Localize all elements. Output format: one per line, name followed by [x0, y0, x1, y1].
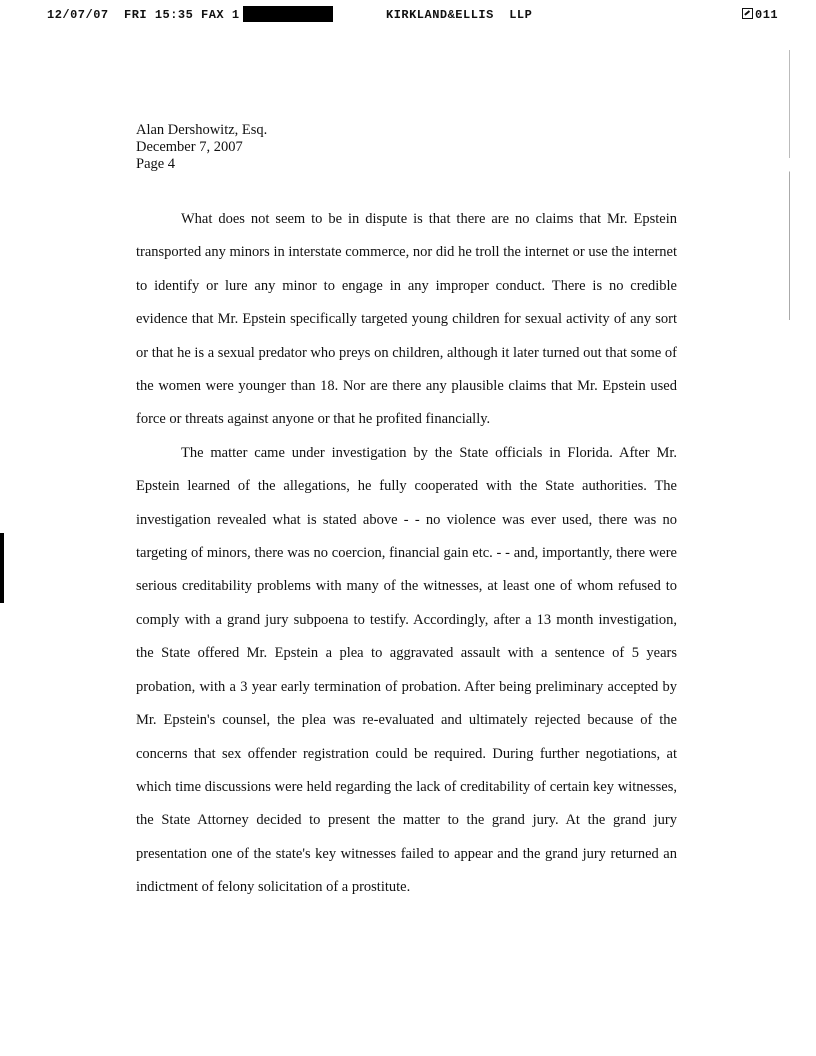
redaction-box — [243, 6, 333, 22]
fax-header — [0, 0, 816, 26]
body-paragraph: The matter came under investigation by the State officials in Florida. After Mr. Epstein learned of the allegations, he fully cooperated with the State authorities. The investigation revealed what is stated above - - no violence was ever used, there was no targeting of minors, there was no coercion, financial gain etc. - - and, importantly, there were serious creditability problems with many of the witnesses, at least one of whom refused to comply with a grand jury subpoena to testify. Accordingly, after a 13 month investigation, the State offered Mr. Epstein a plea to aggravated assault with a sentence of 5 years probation, with a 3 year early termination of probation. After being preliminary accepted by Mr. Epstein's counsel, the plea was re-evaluated and ultimately rejected because of the concerns that sex offender registration could be required. During further negotiations, at which time discussions were held regarding the lack of creditability of certain key witnesses, the State Attorney decided to present the matter to the grand jury. At the grand jury presentation one of the state's key witnesses failed to appear and the grand jury returned an indictment of felony solicitation of a prostitute. — [136, 444, 677, 896]
letter-date: December 7, 2007 — [136, 139, 243, 155]
body-paragraph: What does not seem to be in dispute is that there are no claims that Mr. Epstein transported any minors in interstate commerce, nor did he troll the internet or use the internet to identify or lure any minor to engage in any improper conduct. There is no credible evidence that Mr. Epstein specifically targeted young children for sexual activity of any sort or that he is a sexual predator who preys on children, although it later turned out that some of the women were younger than 18. Nor are there any plausible claims that Mr. Epstein used force or threats against anyone or that he profited financially. — [136, 211, 677, 428]
fax-firm-name: KIRKLAND&ELLIS LLP — [386, 8, 533, 22]
scan-edge-line — [789, 50, 790, 320]
fax-date-time: 12/07/07 FRI 15:35 FAX 1 — [47, 8, 240, 22]
page-label: Page 4 — [136, 156, 176, 172]
recipient-name: Alan Dershowitz, Esq. — [136, 122, 268, 138]
letter-body — [136, 203, 677, 905]
letterhead — [136, 122, 267, 173]
fax-page-icon — [742, 8, 753, 19]
fax-page-number-group — [742, 8, 778, 22]
fax-page-number: 011 — [755, 8, 779, 22]
scan-margin-mark — [0, 533, 4, 603]
